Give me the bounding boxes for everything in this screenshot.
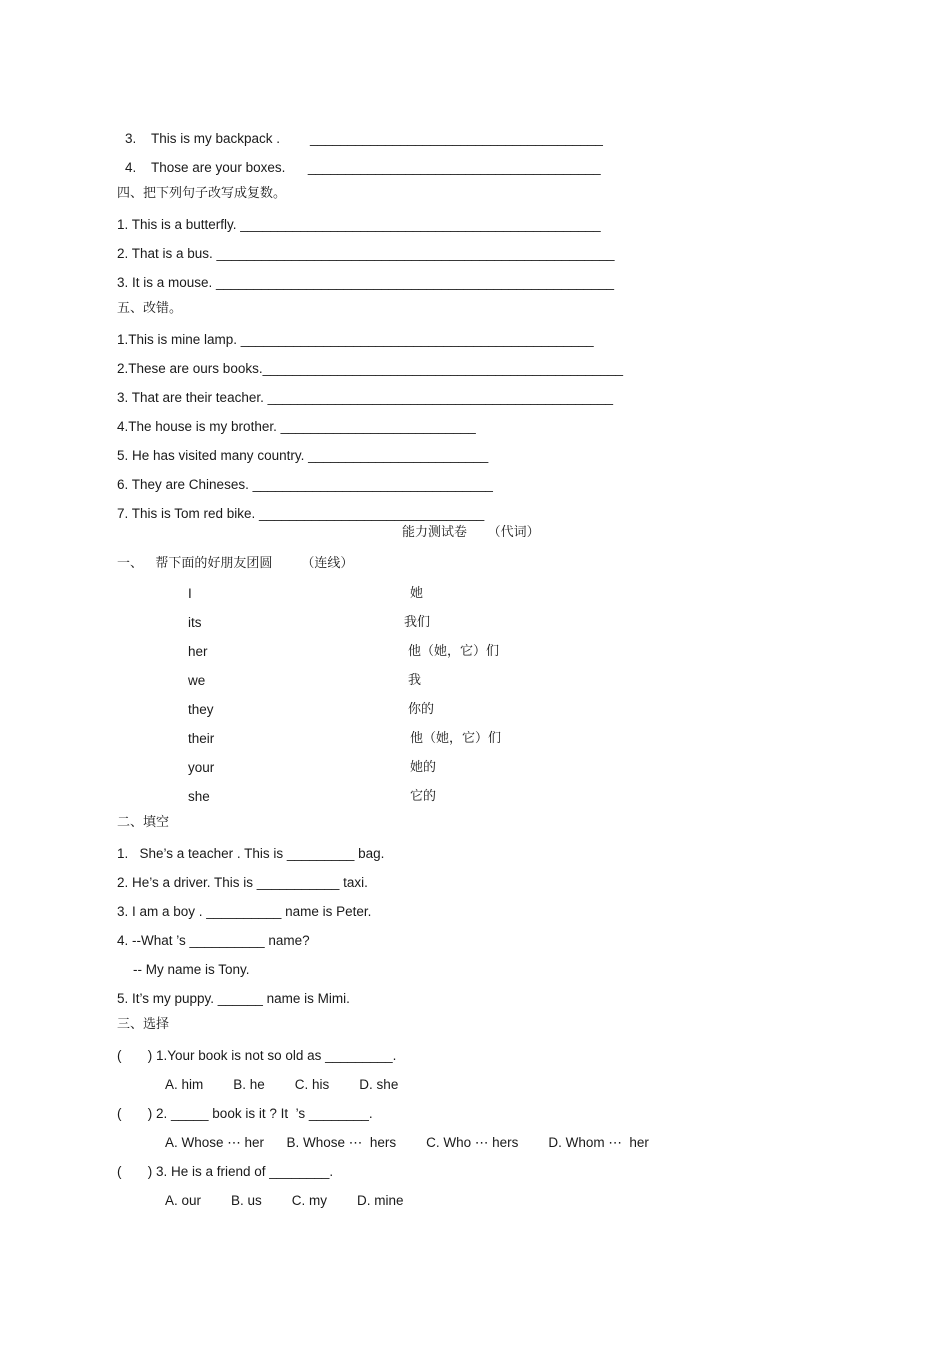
pronoun-right: 他（她，它）们 [410,731,502,746]
choice-question: ( ) 1.Your book is not so old as _________. [117,1048,397,1063]
exercise-line: 3. This is my backpack . _______________________________________ [125,131,603,146]
choice-options: A. Whose ⋯ her B. Whose ⋯ hers C. Who ⋯ hers D. Whom ⋯ her [165,1135,649,1150]
exercise-line: 6. They are Chineses. ________________________________ [117,477,493,492]
pronoun-left: your [188,760,215,775]
pronoun-right: 她的 [410,760,437,775]
exercise-line: 4. Those are your boxes. _______________________________________ [125,160,601,175]
fill-blank-line: 1. She’s a teacher . This is _________ bag. [117,846,385,861]
section-heading: 五、改错。 [117,301,183,316]
exercise-line: 3. It is a mouse. _____________________________________________________ [117,275,614,290]
pronoun-right: 你的 [408,702,435,717]
exercise-line: 5. He has visited many country. ________________________ [117,448,489,463]
fill-blank-line: -- My name is Tony. [133,962,250,977]
pronoun-right: 我们 [404,615,431,630]
exercise-line: 1.This is mine lamp. _______________________________________________ [117,332,594,347]
fill-blank-line: 5. It’s my puppy. ______ name is Mimi. [117,991,350,1006]
exercise-line: 3. That are their teacher. ______________________________________________ [117,390,613,405]
section-heading: 一、 帮下面的好朋友团圆 （连线） [117,556,354,571]
pronoun-left: their [188,731,215,746]
choice-question: ( ) 2. _____ book is it ? It ’s ________. [117,1106,373,1121]
pronoun-left: she [188,789,210,804]
exercise-line: 1. This is a butterfly. ________________________________________________ [117,217,601,232]
fill-blank-line: 4. --What ’s __________ name? [117,933,310,948]
exercise-line: 7. This is Tom red bike. ______________________________ [117,506,485,521]
section-heading: 二、填空 [117,815,170,830]
section-heading: 四、把下列句子改写成复数。 [117,186,287,201]
pronoun-left: I [188,586,192,601]
exercise-line: 2.These are ours books.________________________________________________ [117,361,623,376]
pronoun-left: her [188,644,208,659]
fill-blank-line: 2. He’s a driver. This is ___________ taxi. [117,875,368,890]
pronoun-right: 他（她，它）们 [408,644,500,659]
pronoun-left: its [188,615,202,630]
pronoun-right: 它的 [410,789,437,804]
pronoun-left: they [188,702,214,717]
pronoun-left: we [188,673,206,688]
choice-question: ( ) 3. He is a friend of ________. [117,1164,334,1179]
exercise-line: 2. That is a bus. _____________________________________________________ [117,246,615,261]
pronoun-right: 她 [410,586,424,601]
choice-options: A. our B. us C. my D. mine [165,1193,404,1208]
choice-options: A. him B. he C. his D. she [165,1077,399,1092]
exercise-line: 4.The house is my brother. __________________________ [117,419,476,434]
section-heading: 三、选择 [117,1017,170,1032]
page-title: 能力测试卷 （代词） [402,525,540,540]
fill-blank-line: 3. I am a boy . __________ name is Peter. [117,904,372,919]
pronoun-right: 我 [408,673,422,688]
